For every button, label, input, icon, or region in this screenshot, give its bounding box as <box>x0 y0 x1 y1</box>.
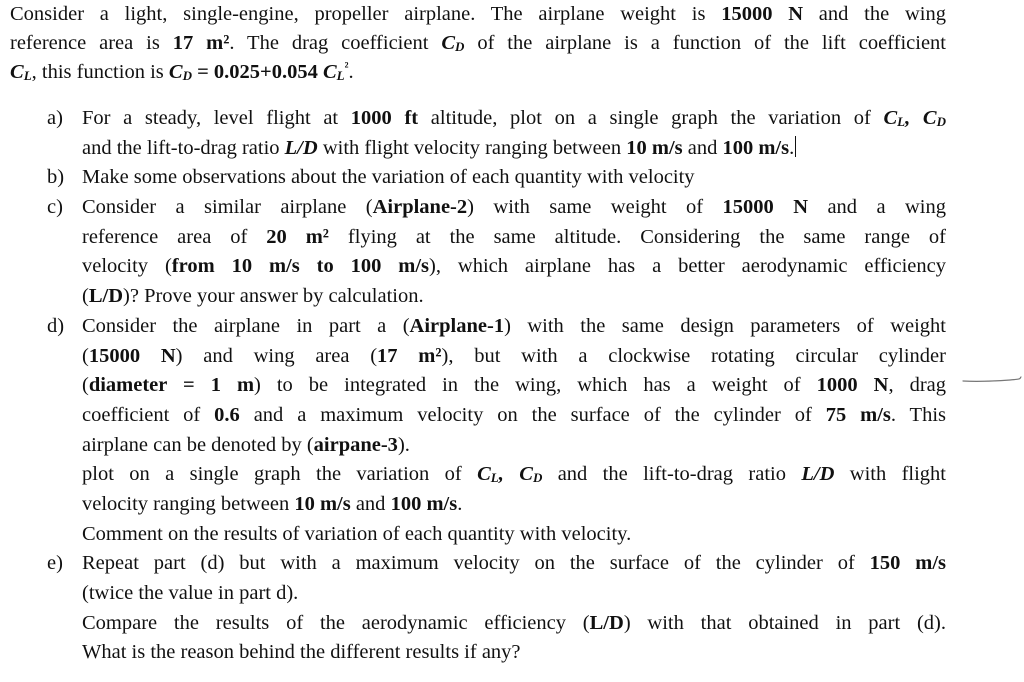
text: airplane can be denoted by ( <box>82 433 314 456</box>
wing-area-value: 17 m² <box>172 32 230 54</box>
text: velocity ( <box>82 255 172 278</box>
weight-value: 15000 N <box>88 344 176 367</box>
airplane-1-label: Airplane-1 <box>409 314 505 337</box>
text: ( <box>82 344 89 367</box>
velocity-max: 100 m/s <box>722 136 790 159</box>
text: Compare the results of the aerodynamic efficiency ( <box>82 611 590 634</box>
question-list <box>0 104 1024 668</box>
cd-subscript: D <box>182 68 192 83</box>
cd-subscript: D <box>532 470 543 486</box>
intro-line-3 <box>10 58 946 87</box>
text: ), but with a clockwise rotating circular cylinder <box>441 344 946 367</box>
velocity-range: from 10 m/s to 100 m/s <box>171 255 430 278</box>
cl-symbol: C <box>10 61 24 83</box>
text: . <box>789 136 795 159</box>
question-line <box>82 460 946 490</box>
cl-subscript: L <box>490 470 499 486</box>
cl-subscript: L <box>23 68 32 83</box>
cylinder-surface-velocity: 150 m/s <box>869 552 947 575</box>
cl-subscript: L <box>897 114 906 129</box>
question-label: c) <box>47 196 63 219</box>
text: ) to be integrated in the wing, which has a weight of <box>254 374 817 397</box>
cylinder-diameter: diameter = 1 m <box>88 374 255 397</box>
question-label: a) <box>47 107 63 129</box>
cd-symbol: , C <box>498 463 533 486</box>
text: with flight <box>834 463 946 486</box>
intro-line-2 <box>10 29 946 58</box>
intro-text: Consider a light, single-engine, propeller airplane. The airplane weight is <box>10 3 722 25</box>
text: ). <box>397 433 410 456</box>
question-d <box>0 312 1024 550</box>
question-line <box>82 104 946 134</box>
text: and <box>682 136 723 159</box>
velocity-min: 10 m/s <box>626 136 683 159</box>
cd-subscript: D <box>936 114 946 129</box>
text: ) with that obtained in part (d). <box>623 611 946 634</box>
velocity-min: 10 m/s <box>294 492 351 515</box>
ld-ratio: L/D <box>284 136 318 159</box>
cd-symbol: C <box>441 32 456 54</box>
text: . <box>457 492 463 515</box>
text: and <box>350 492 391 515</box>
cylinder-surface-velocity: 75 m/s <box>825 403 891 426</box>
question-line <box>82 193 946 223</box>
ld-ratio: L/D <box>589 611 624 634</box>
intro-text: , this function is <box>31 61 169 83</box>
problem-intro-paragraph <box>10 0 946 87</box>
text: ), which airplane has a better aerodynamic efficiency <box>429 255 946 278</box>
text: coefficient of <box>82 403 215 426</box>
wing-area-value: 17 m² <box>377 344 442 367</box>
question-label: b) <box>47 166 65 189</box>
text: ) with the same design parameters of weight <box>504 314 946 337</box>
question-body <box>82 104 946 163</box>
text: and a maximum velocity on the surface of the cylinder of <box>239 403 826 426</box>
text: Repeat part (d) but with a maximum velocity on the surface of the cylinder of <box>82 552 870 575</box>
question-line: What is the reason behind the different results if any? <box>82 641 521 664</box>
squared-exponent: ² <box>344 59 349 74</box>
question-line <box>82 134 946 164</box>
text: and the lift-to-drag ratio <box>542 463 802 486</box>
question-line <box>82 312 946 342</box>
weight-value: 15000 N <box>721 3 804 25</box>
ld-ratio: L/D <box>801 463 835 486</box>
text: reference area of <box>82 225 267 248</box>
text: plot on a single graph the variation of <box>82 463 478 486</box>
margin-pen-mark <box>962 375 1022 385</box>
question-line <box>82 342 946 372</box>
text: ( <box>82 285 89 308</box>
text: ) with same weight of <box>467 196 723 219</box>
question-line: (twice the value in part d). <box>82 582 299 604</box>
text: Consider a similar airplane ( <box>82 196 373 219</box>
question-line <box>82 431 946 461</box>
question-body <box>82 549 946 668</box>
text: velocity ranging between <box>82 492 295 515</box>
ld-ratio: L/D <box>88 285 124 308</box>
altitude-value: 1000 ft <box>350 107 419 129</box>
text: For a steady, level flight at <box>82 107 351 129</box>
question-label: e) <box>47 552 63 575</box>
text: and the lift-to-drag ratio <box>82 136 285 159</box>
intro-text: of the airplane is a function of the lift coefficient <box>464 32 946 54</box>
wing-area-value: 20 m² <box>266 225 329 248</box>
text: ) and wing area ( <box>175 344 378 367</box>
cd-symbol: C <box>168 61 183 83</box>
question-line: Comment on the results of variation of each quantity with velocity. <box>82 522 632 545</box>
intro-line-1 <box>10 0 946 29</box>
text: flying at the same altitude. Considering the same range of <box>328 225 946 248</box>
question-body <box>82 312 946 550</box>
cd-subscript: D <box>455 39 465 54</box>
cl-subscript: L <box>336 68 345 83</box>
airplane-3-label: airpane-3 <box>313 433 398 456</box>
question-line: Make some observations about the variation of each quantity with velocity <box>82 166 695 189</box>
intro-text: . <box>348 61 354 83</box>
cd-symbol: , C <box>905 107 937 129</box>
text: and a wing <box>808 196 947 219</box>
question-a <box>0 104 1024 163</box>
question-c <box>0 193 1024 312</box>
text: ( <box>82 374 89 397</box>
cylinder-weight: 1000 N <box>816 374 889 397</box>
velocity-max: 100 m/s <box>390 492 458 515</box>
question-label: d) <box>47 314 65 337</box>
question-e <box>0 549 1024 668</box>
intro-text: reference area is <box>10 32 173 54</box>
text: altitude, plot on a single graph the variation of <box>418 107 884 129</box>
intro-text: and the wing <box>803 3 946 25</box>
cl-symbol: C <box>883 107 898 129</box>
question-body <box>82 193 946 312</box>
text-cursor <box>795 136 796 157</box>
text: Consider the airplane in part a ( <box>82 314 410 337</box>
text: with flight velocity ranging between <box>317 136 627 159</box>
text: . This <box>890 403 947 426</box>
cylinder-drag-coefficient: 0.6 <box>214 403 240 426</box>
question-body <box>82 163 946 193</box>
intro-text: . The drag coefficient <box>229 32 442 54</box>
question-line <box>82 549 946 579</box>
question-line <box>82 401 946 431</box>
question-line <box>82 282 946 312</box>
weight-value: 15000 N <box>722 196 809 219</box>
question-line <box>82 223 946 253</box>
question-line <box>82 371 946 401</box>
text: , drag <box>888 374 946 397</box>
text: )? Prove your answer by calculation. <box>123 285 424 308</box>
cl-symbol: C <box>477 463 491 486</box>
question-line <box>82 490 946 520</box>
question-line <box>82 609 946 639</box>
question-line <box>82 252 946 282</box>
airplane-2-label: Airplane-2 <box>372 196 468 219</box>
drag-polar-equation: = 0.025+0.054 <box>191 61 323 83</box>
question-b <box>0 163 1024 193</box>
cl-symbol: C <box>322 61 337 83</box>
